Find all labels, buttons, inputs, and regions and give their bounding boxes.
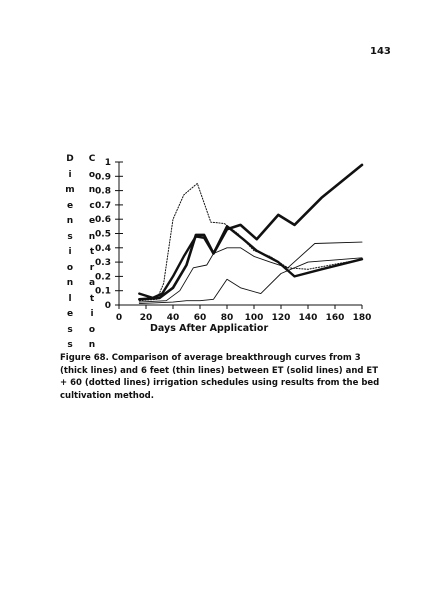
- figure-caption: Figure 68. Comparison of average breakthrough curves from 3 (thick lines) and 6 feet (thin lines) between ET (solid lines) and ET + 60 (dotted lines) irrigation schedules using results from the bed cultivation method.: [60, 353, 380, 401]
- y-axis-label-letter: o: [88, 324, 96, 335]
- y-axis-label-letter: D: [66, 154, 74, 164]
- y-axis-label-letter: r: [89, 262, 95, 273]
- y-tick-label: 0.6: [95, 215, 111, 226]
- y-axis-label-letter: l: [68, 293, 72, 304]
- chart-axes: [95, 158, 371, 323]
- y-axis-label-letter: s: [67, 324, 73, 335]
- y-tick-label: 0.4: [95, 243, 111, 254]
- y-axis-label-letter: m: [65, 185, 75, 195]
- series-line-thin-solid: [139, 258, 362, 304]
- y-axis-label-letter: e: [88, 216, 96, 226]
- y-axis-label-letter: e: [66, 309, 74, 319]
- y-axis-label-letter: t: [89, 247, 95, 257]
- y-axis-label-letter: o: [66, 262, 74, 273]
- y-axis-label-letter: n: [88, 231, 96, 242]
- x-tick-label: 0: [115, 313, 123, 323]
- x-tick-label: 20: [139, 313, 153, 323]
- y-tick-label: 0.8: [95, 186, 111, 197]
- page-number: 143: [370, 46, 391, 57]
- y-axis-label-letter: i: [68, 169, 72, 180]
- x-tick-label: 60: [193, 313, 207, 323]
- y-axis-label-letter: t: [89, 293, 95, 304]
- y-axis-label-letter: o: [88, 169, 96, 180]
- y-axis-label-letter: i: [90, 309, 94, 319]
- y-axis-label-letter: c: [89, 200, 95, 211]
- series-line-thin-dotted: [139, 183, 362, 300]
- y-tick-label: 0.7: [95, 200, 111, 211]
- x-tick-label: 80: [220, 313, 234, 323]
- y-tick-label: 0.1: [95, 286, 111, 297]
- y-axis-label-letter: n: [88, 340, 96, 350]
- y-tick-label: 0.2: [95, 272, 111, 283]
- y-tick-label: 0.3: [95, 258, 111, 269]
- y-axis-label-letter: e: [66, 200, 74, 211]
- x-tick-label: 100: [244, 313, 264, 323]
- y-tick-label: 0.5: [95, 229, 111, 240]
- x-axis-label: Days After Applicatior: [150, 323, 269, 334]
- y-axis-label-letter: a: [88, 278, 96, 288]
- y-axis-label-letter: n: [66, 278, 74, 288]
- x-tick-label: 160: [325, 313, 345, 323]
- y-axis-label-letter: i: [68, 247, 72, 257]
- y-axis-label-letter: n: [88, 185, 96, 195]
- y-axis-label-letter: C: [88, 154, 96, 164]
- y-axis-label-letter: n: [66, 216, 74, 226]
- series-line-thick-solid: [139, 165, 362, 299]
- y-tick-label: 1: [104, 158, 111, 168]
- y-axis-label-letter: s: [67, 231, 73, 242]
- series-line-thin-solid: [139, 242, 362, 302]
- x-tick-label: 120: [271, 313, 291, 323]
- x-tick-label: 140: [298, 313, 318, 323]
- x-tick-label: 40: [166, 313, 180, 323]
- y-tick-label: 0: [104, 301, 111, 311]
- x-tick-label: 180: [352, 313, 372, 323]
- y-tick-label: 0.9: [95, 172, 111, 183]
- chart-series: [139, 165, 362, 304]
- y-axis-label-letter: s: [67, 340, 73, 350]
